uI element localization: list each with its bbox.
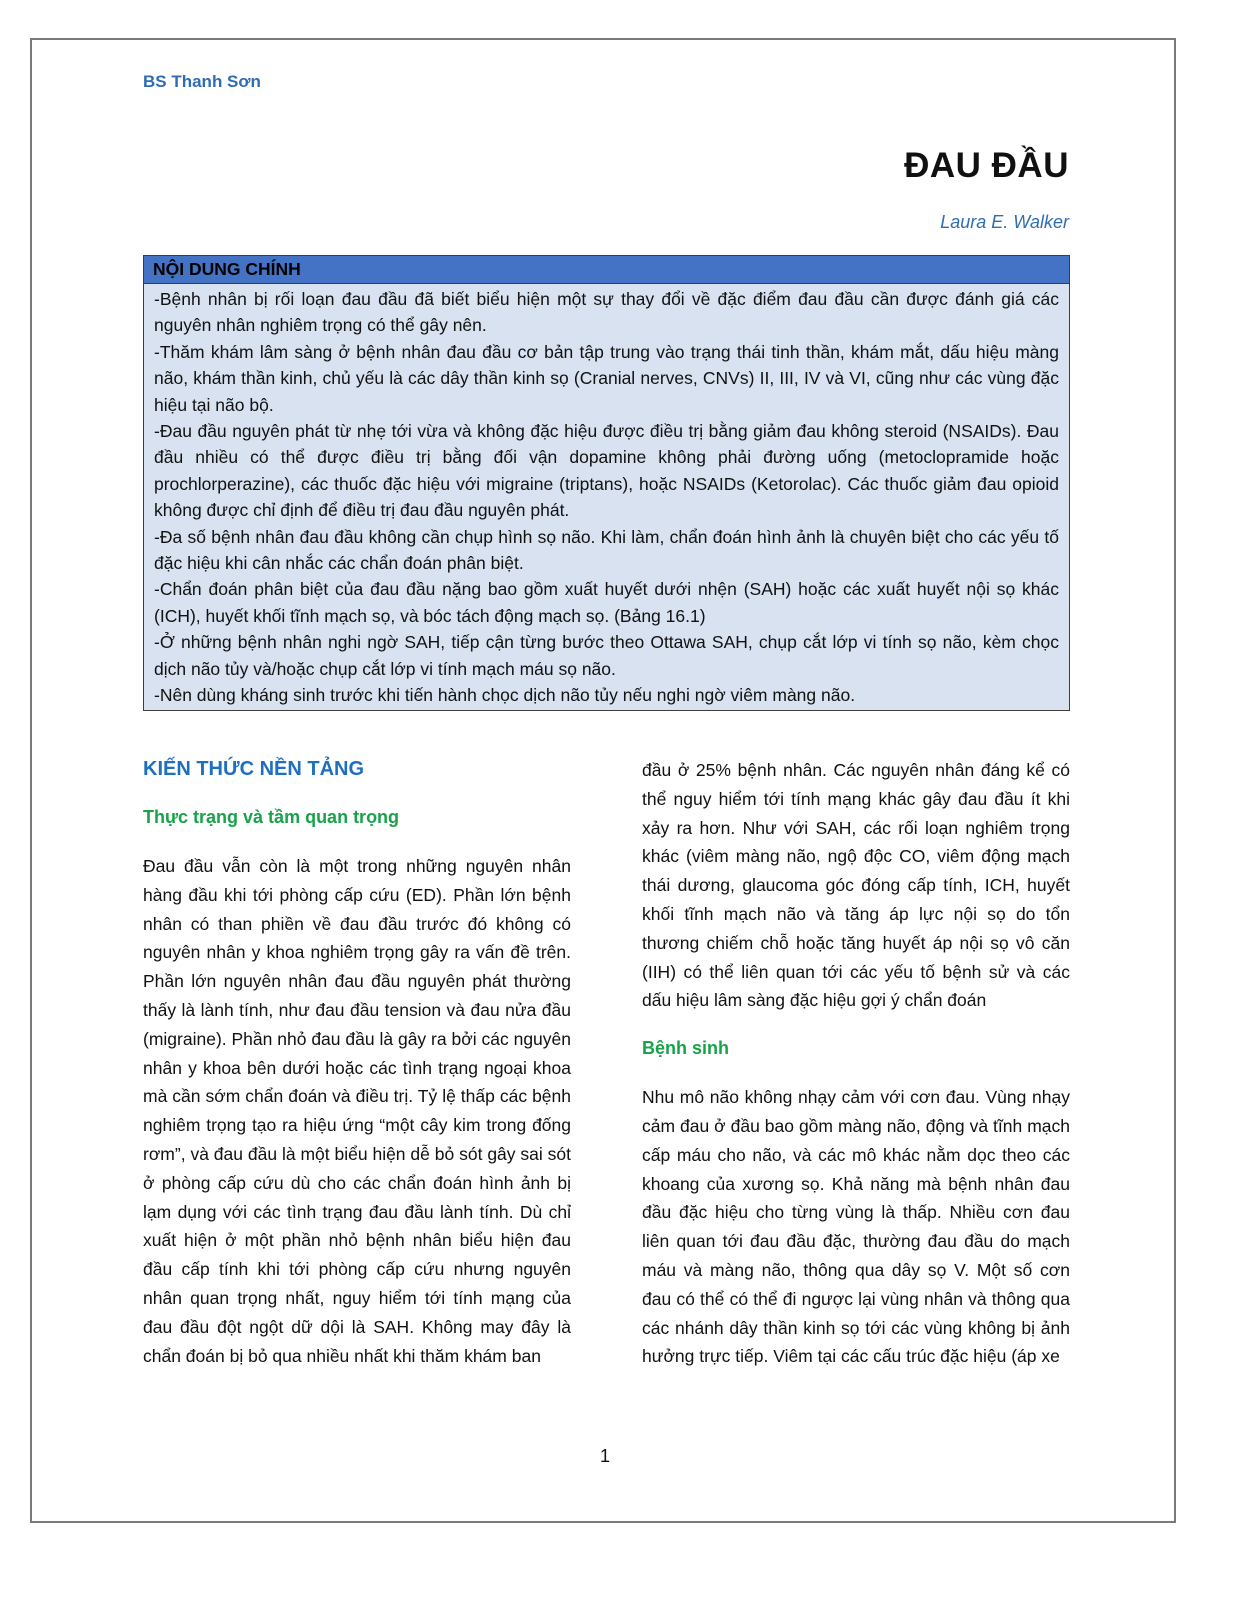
body-paragraph: Nhu mô não không nhạy cảm với cơn đau. Vùng nhạy cảm đau ở đầu bao gồm màng não, động và tĩnh mạch cấp máu cho não, và các mô khác nằm dọc theo các khoang của xương sọ. Khả năng mà bệnh nhân đau đầu đặc hiệu cho từng vùng là thấp. Nhiều cơn đau liên quan tới đau đầu đặc, thường đau đầu do mạch máu và màng não, thông qua dây sọ V. Một số cơn đau có thể có thể đi ngược lại vùng nhân và thông qua các nhánh dây thần kinh sọ tới các vùng không bị ảnh hưởng trực tiếp. Viêm tại các cấu trúc đặc hiệu (áp xe (642, 1087, 1070, 1367)
sub-heading: Bệnh sinh (642, 1038, 730, 1059)
key-points-box (143, 255, 1070, 711)
key-point: -Bệnh nhân bị rối loạn đau đầu đã biết biểu hiện một sự thay đổi về đặc điểm đau đầu cần được đánh giá các nguyên nhân nghiêm trọng có thể gây nên. (154, 289, 1059, 336)
left-column (143, 756, 571, 1390)
sub-heading: Thực trạng và tầm quan trọng (143, 807, 400, 827)
key-point: -Nên dùng kháng sinh trước khi tiến hành chọc dịch não tủy nếu nghi ngờ viêm màng não. (154, 685, 856, 706)
key-point: -Chẩn đoán phân biệt của đau đầu nặng bao gồm xuất huyết dưới nhện (SAH) hoặc các xuất huyết nội sọ khác (ICH), huyết khối tĩnh mạch sọ, và bóc tách động mạch sọ. (Bảng 16.1) (154, 579, 1059, 626)
document-title: ĐAU ĐẦU (904, 146, 1069, 185)
key-point: -Đau đầu nguyên phát từ nhẹ tới vừa và không đặc hiệu được điều trị bằng giảm đau không steroid (NSAIDs). Đau đầu nhiều có thể được điều trị bằng đối vận dopamine không phải đường uống (metoclopramide hoặc prochlorperazine), các thuốc đặc hiệu với migraine (triptans), hoặc NSAIDs (Ketorolac). Các thuốc giảm đau opioid không được chỉ định để điều trị đau đầu nguyên phát. (154, 421, 1059, 521)
right-column (642, 756, 1070, 1391)
key-point: -Thăm khám lâm sàng ở bệnh nhân đau đầu cơ bản tập trung vào trạng thái tinh thần, khám mắt, dấu hiệu màng não, khám thần kinh, chủ yếu là các dây thần kinh sọ (Cranial nerves, CNVs) II, III, IV và VI, cũng như các vùng đặc hiệu tại não bộ. (154, 341, 1059, 415)
document-byline: Laura E. Walker (940, 212, 1069, 232)
key-points-list (144, 284, 1069, 709)
key-points-heading: NỘI DUNG CHÍNH (144, 256, 1069, 284)
header-author: BS Thanh Sơn (143, 72, 261, 91)
body-paragraph-continued: đầu ở 25% bệnh nhân. Các nguyên nhân đáng kể có thể nguy hiểm tới tính mạng khác gây đau đầu ít khi xảy ra hơn. Như với SAH, các rối loạn nghiêm trọng khác (viêm màng não, ngộ độc CO, viêm động mạch thái dương, glaucoma góc đóng cấp tính, ICH, huyết khối tĩnh mạch não và tăng áp lực nội sọ do tổn thương chiếm chỗ hoặc tăng huyết áp nội sọ vô căn (IIH) có thể liên quan tới các yếu tố bệnh sử và các dấu hiệu lâm sàng đặc hiệu gợi ý chẩn đoán (642, 760, 1070, 1011)
key-point: -Ở những bệnh nhân nghi ngờ SAH, tiếp cận từng bước theo Ottawa SAH, chụp cắt lớp vi tính sọ não, kèm chọc dịch não tủy và/hoặc chụp cắt lớp vi tính mạch máu sọ não. (154, 632, 1059, 679)
page-number: 1 (599, 1446, 610, 1466)
body-paragraph: Đau đầu vẫn còn là một trong những nguyên nhân hàng đầu khi tới phòng cấp cứu (ED). Phần lớn bệnh nhân có than phiền về đau đầu trước đó không có nguyên nhân y khoa nghiêm trọng gây ra vấn đề trên. Phần lớn nguyên nhân đau đầu nguyên phát thường thấy là lành tính, như đau đầu tension và đau nửa đầu (migraine). Phần nhỏ đau đầu là gây ra bởi các nguyên nhân y khoa bên dưới hoặc các tình trạng ngoại khoa mà cần sớm chẩn đoán và điều trị. Tỷ lệ thấp các bệnh nghiêm trọng tạo ra hiệu ứng “một cây kim trong đống rơm”, và đau đầu là một biểu hiện dễ bỏ sót gây sai sót ở phòng cấp cứu dù cho các chẩn đoán hình ảnh bị lạm dụng với các tình trạng đau đầu lành tính. Dù chỉ xuất hiện ở một phần nhỏ bệnh nhân biểu hiện đau đầu cấp tính khi tới phòng cấp cứu nhưng nguyên nhân quan trọng nhất, nguy hiểm tới tính mạng của đau đầu đột ngột dữ dội là SAH. Không may đây là chẩn đoán bị bỏ qua nhiều nhất khi thăm khám ban (143, 856, 571, 1366)
key-point: -Đa số bệnh nhân đau đầu không cần chụp hình sọ não. Khi làm, chẩn đoán hình ảnh là chuyên biệt cho các yếu tố đặc hiệu khi cân nhắc các chẩn đoán phân biệt. (154, 526, 1059, 574)
section-heading: KIẾN THỨC NỀN TẢNG (143, 758, 365, 780)
